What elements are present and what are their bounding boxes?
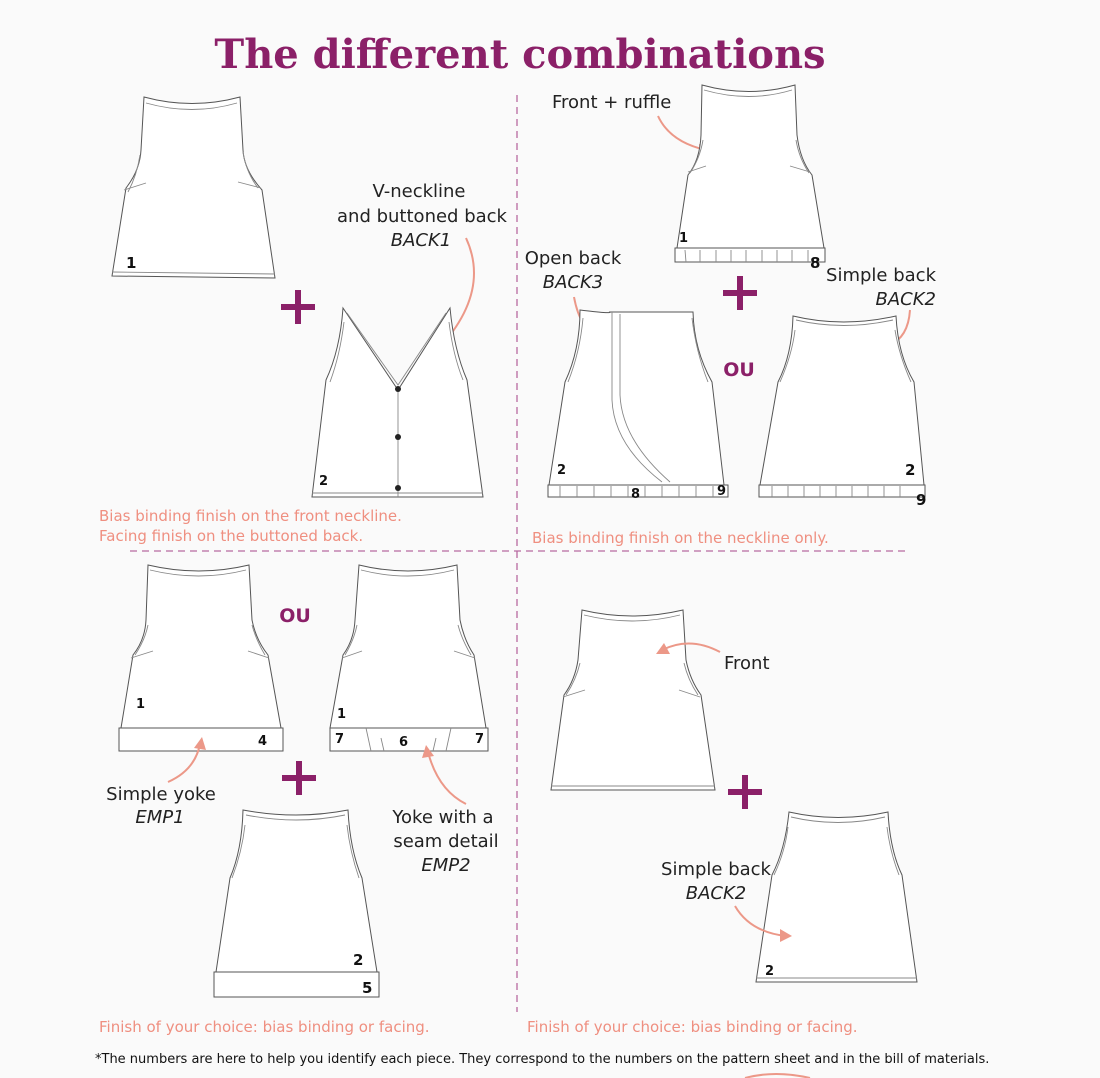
- button-dot: [395, 434, 401, 440]
- front-label: Front: [724, 653, 770, 674]
- button-dot: [395, 386, 401, 392]
- piece-number: 5: [362, 979, 373, 997]
- simple-back-label: Simple back: [661, 859, 771, 880]
- bottom-left-front-seam-yoke-garment: [330, 565, 488, 751]
- plus-sign: [728, 775, 762, 809]
- footnote: *The numbers are here to help you identify each piece. They correspond to the numbers on the pattern sheet and in the bill of materials.: [95, 1052, 990, 1067]
- top-right-open-back-garment: [548, 310, 728, 497]
- finish-note: Finish of your choice: bias binding or facing.: [527, 1018, 858, 1036]
- plus-sign: [723, 276, 757, 310]
- decorative-swoosh: [745, 1074, 810, 1078]
- top-left-front-garment: [112, 97, 275, 278]
- piece-number: 1: [337, 707, 347, 722]
- bottom-right-back-garment: [756, 812, 917, 982]
- arrow-icon: [422, 745, 466, 804]
- or-text: OU: [723, 359, 755, 381]
- simple-yoke-label: Simple yoke: [106, 784, 216, 805]
- button-dot: [395, 485, 401, 491]
- plus-sign: [282, 761, 316, 795]
- seam-yoke-label: seam detail: [393, 831, 499, 852]
- top-left-back-garment: [312, 308, 483, 497]
- back-label: V-neckline: [372, 181, 466, 202]
- top-right-simple-back-garment: [759, 316, 925, 497]
- page-title: The different combinations: [214, 31, 826, 78]
- bottom-right-front-garment: [551, 610, 715, 790]
- finish-note: Facing finish on the buttoned back.: [99, 527, 364, 545]
- piece-number: 7: [335, 732, 345, 747]
- finish-note: Bias binding finish on the front neckline.: [99, 507, 402, 525]
- piece-number: 4: [258, 734, 268, 749]
- bottom-left-front-simple-yoke-garment: [119, 565, 283, 751]
- plus-sign: [281, 290, 315, 324]
- simple-back-label: Simple back: [826, 265, 936, 286]
- or-text: OU: [279, 605, 311, 627]
- simple-yoke-code: EMP1: [135, 807, 185, 828]
- finish-note: Bias binding finish on the neckline only.: [532, 529, 829, 547]
- top-right-front-garment: [675, 85, 825, 262]
- seam-yoke-label: Yoke with a: [392, 807, 494, 828]
- piece-number: 2: [319, 474, 329, 489]
- finish-note: Finish of your choice: bias binding or facing.: [99, 1018, 430, 1036]
- piece-number: 1: [136, 697, 146, 712]
- piece-number: 8: [810, 254, 821, 272]
- seam-yoke-code: EMP2: [421, 855, 471, 876]
- simple-back-code: BACK2: [875, 289, 936, 310]
- open-back-label: Open back: [524, 248, 622, 269]
- open-back-code: BACK3: [542, 272, 604, 293]
- piece-number: 7: [475, 732, 485, 747]
- back-label: and buttoned back: [337, 206, 507, 227]
- back-code: BACK1: [390, 230, 452, 251]
- piece-number: 9: [717, 484, 727, 499]
- piece-number: 2: [557, 463, 567, 478]
- piece-number: 2: [353, 951, 364, 969]
- piece-number: 1: [126, 254, 137, 272]
- piece-number: 1: [679, 231, 689, 246]
- piece-number: 9: [916, 491, 927, 509]
- front-ruffle-label: Front + ruffle: [552, 92, 672, 113]
- piece-number: 6: [399, 735, 409, 750]
- piece-number: 8: [631, 487, 641, 502]
- simple-back-code: BACK2: [685, 883, 747, 904]
- piece-number: 2: [905, 461, 916, 479]
- piece-number: 2: [765, 964, 775, 979]
